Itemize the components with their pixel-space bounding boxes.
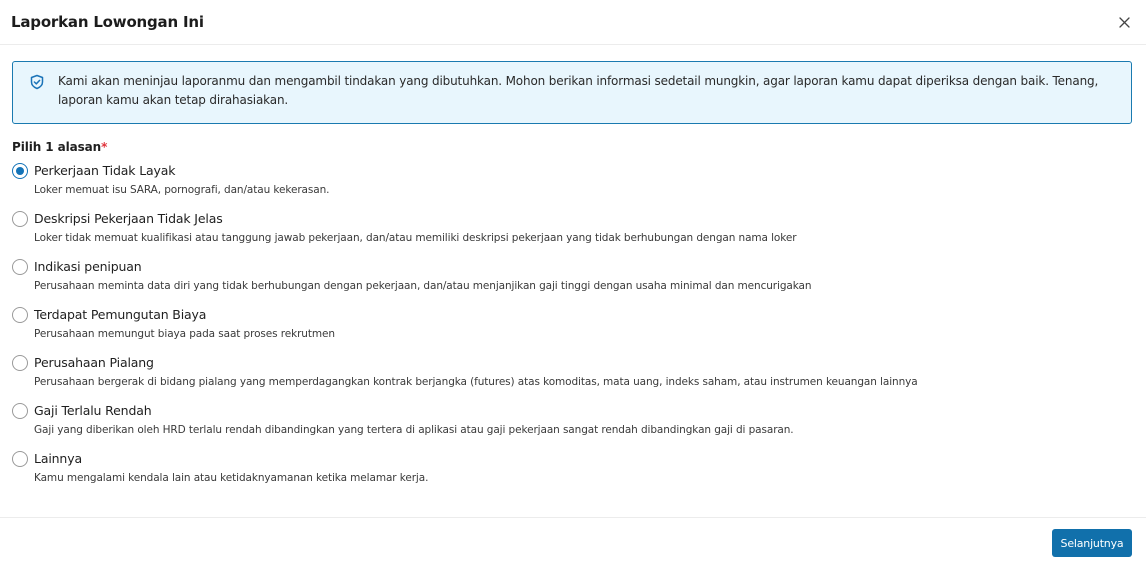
- option-label: Deskripsi Pekerjaan Tidak Jelas: [34, 211, 223, 226]
- radio-unchecked[interactable]: [12, 451, 28, 467]
- radio-unchecked[interactable]: [12, 259, 28, 275]
- dialog-body: [0, 45, 1146, 498]
- close-button[interactable]: [1114, 12, 1134, 32]
- radio-unchecked[interactable]: [12, 211, 28, 227]
- notice-text: Kami akan meninjau laporanmu dan mengambil tindakan yang dibutuhkan. Mohon berikan informasi sedetail mungkin, agar laporan kamu dapat diperiksa dengan baik. Tenang, laporan kamu akan tetap dirahasiakan.: [58, 74, 1099, 107]
- radio-checked[interactable]: [12, 163, 28, 179]
- option-label: Gaji Terlalu Rendah: [34, 403, 152, 418]
- reason-radio-group: [12, 162, 1132, 498]
- radio-unchecked[interactable]: [12, 307, 28, 323]
- required-mark: *: [101, 140, 108, 154]
- info-notice: [12, 61, 1132, 124]
- option-description: Perusahaan bergerak di bidang pialang yang memperdagangkan kontrak berjangka (futures) atas komoditas, mata uang, indeks saham, atau instrumen keuangan lainnya: [34, 376, 918, 388]
- reason-option-pemungutan-biaya[interactable]: [12, 306, 1132, 354]
- radio-unchecked[interactable]: [12, 355, 28, 371]
- reason-option-deskripsi-tidak-jelas[interactable]: [12, 210, 1132, 258]
- reason-option-indikasi-penipuan[interactable]: [12, 258, 1132, 306]
- reason-option-lainnya[interactable]: [12, 450, 1132, 498]
- dialog-footer: [0, 517, 1146, 566]
- reason-label-text: Pilih 1 alasan: [12, 140, 102, 154]
- dialog-title: Laporkan Lowongan Ini: [11, 13, 204, 31]
- reason-option-tidak-layak[interactable]: [12, 162, 1132, 210]
- dialog-header: [0, 0, 1146, 45]
- option-description: Loker tidak memuat kualifikasi atau tanggung jawab pekerjaan, dan/atau memiliki deskripsi pekerjaan yang tidak berhubungan dengan nama loker: [34, 232, 797, 244]
- reason-option-gaji-rendah[interactable]: [12, 402, 1132, 450]
- option-description: Kamu mengalami kendala lain atau ketidaknyamanan ketika melamar kerja.: [34, 472, 429, 484]
- next-button[interactable]: Selanjutnya: [1052, 529, 1132, 557]
- option-description: Perusahaan memungut biaya pada saat proses rekrutmen: [34, 328, 335, 340]
- option-label: Perusahaan Pialang: [34, 355, 154, 370]
- option-label: Perkerjaan Tidak Layak: [34, 163, 176, 178]
- shield-check-icon: [29, 74, 45, 90]
- option-description: Loker memuat isu SARA, pornografi, dan/atau kekerasan.: [34, 184, 330, 196]
- reason-option-perusahaan-pialang[interactable]: [12, 354, 1132, 402]
- radio-unchecked[interactable]: [12, 403, 28, 419]
- option-description: Gaji yang diberikan oleh HRD terlalu rendah dibandingkan yang tertera di aplikasi atau gaji pekerjaan sangat rendah dibandingkan gaji di pasaran.: [34, 424, 794, 436]
- option-label: Lainnya: [34, 451, 82, 466]
- option-label: Terdapat Pemungutan Biaya: [34, 307, 207, 322]
- reason-group-label: [12, 140, 1132, 154]
- close-icon: [1119, 17, 1130, 28]
- option-description: Perusahaan meminta data diri yang tidak berhubungan dengan pekerjaan, dan/atau menjanjikan gaji tinggi dengan usaha minimal dan mencurigakan: [34, 280, 812, 292]
- option-label: Indikasi penipuan: [34, 259, 142, 274]
